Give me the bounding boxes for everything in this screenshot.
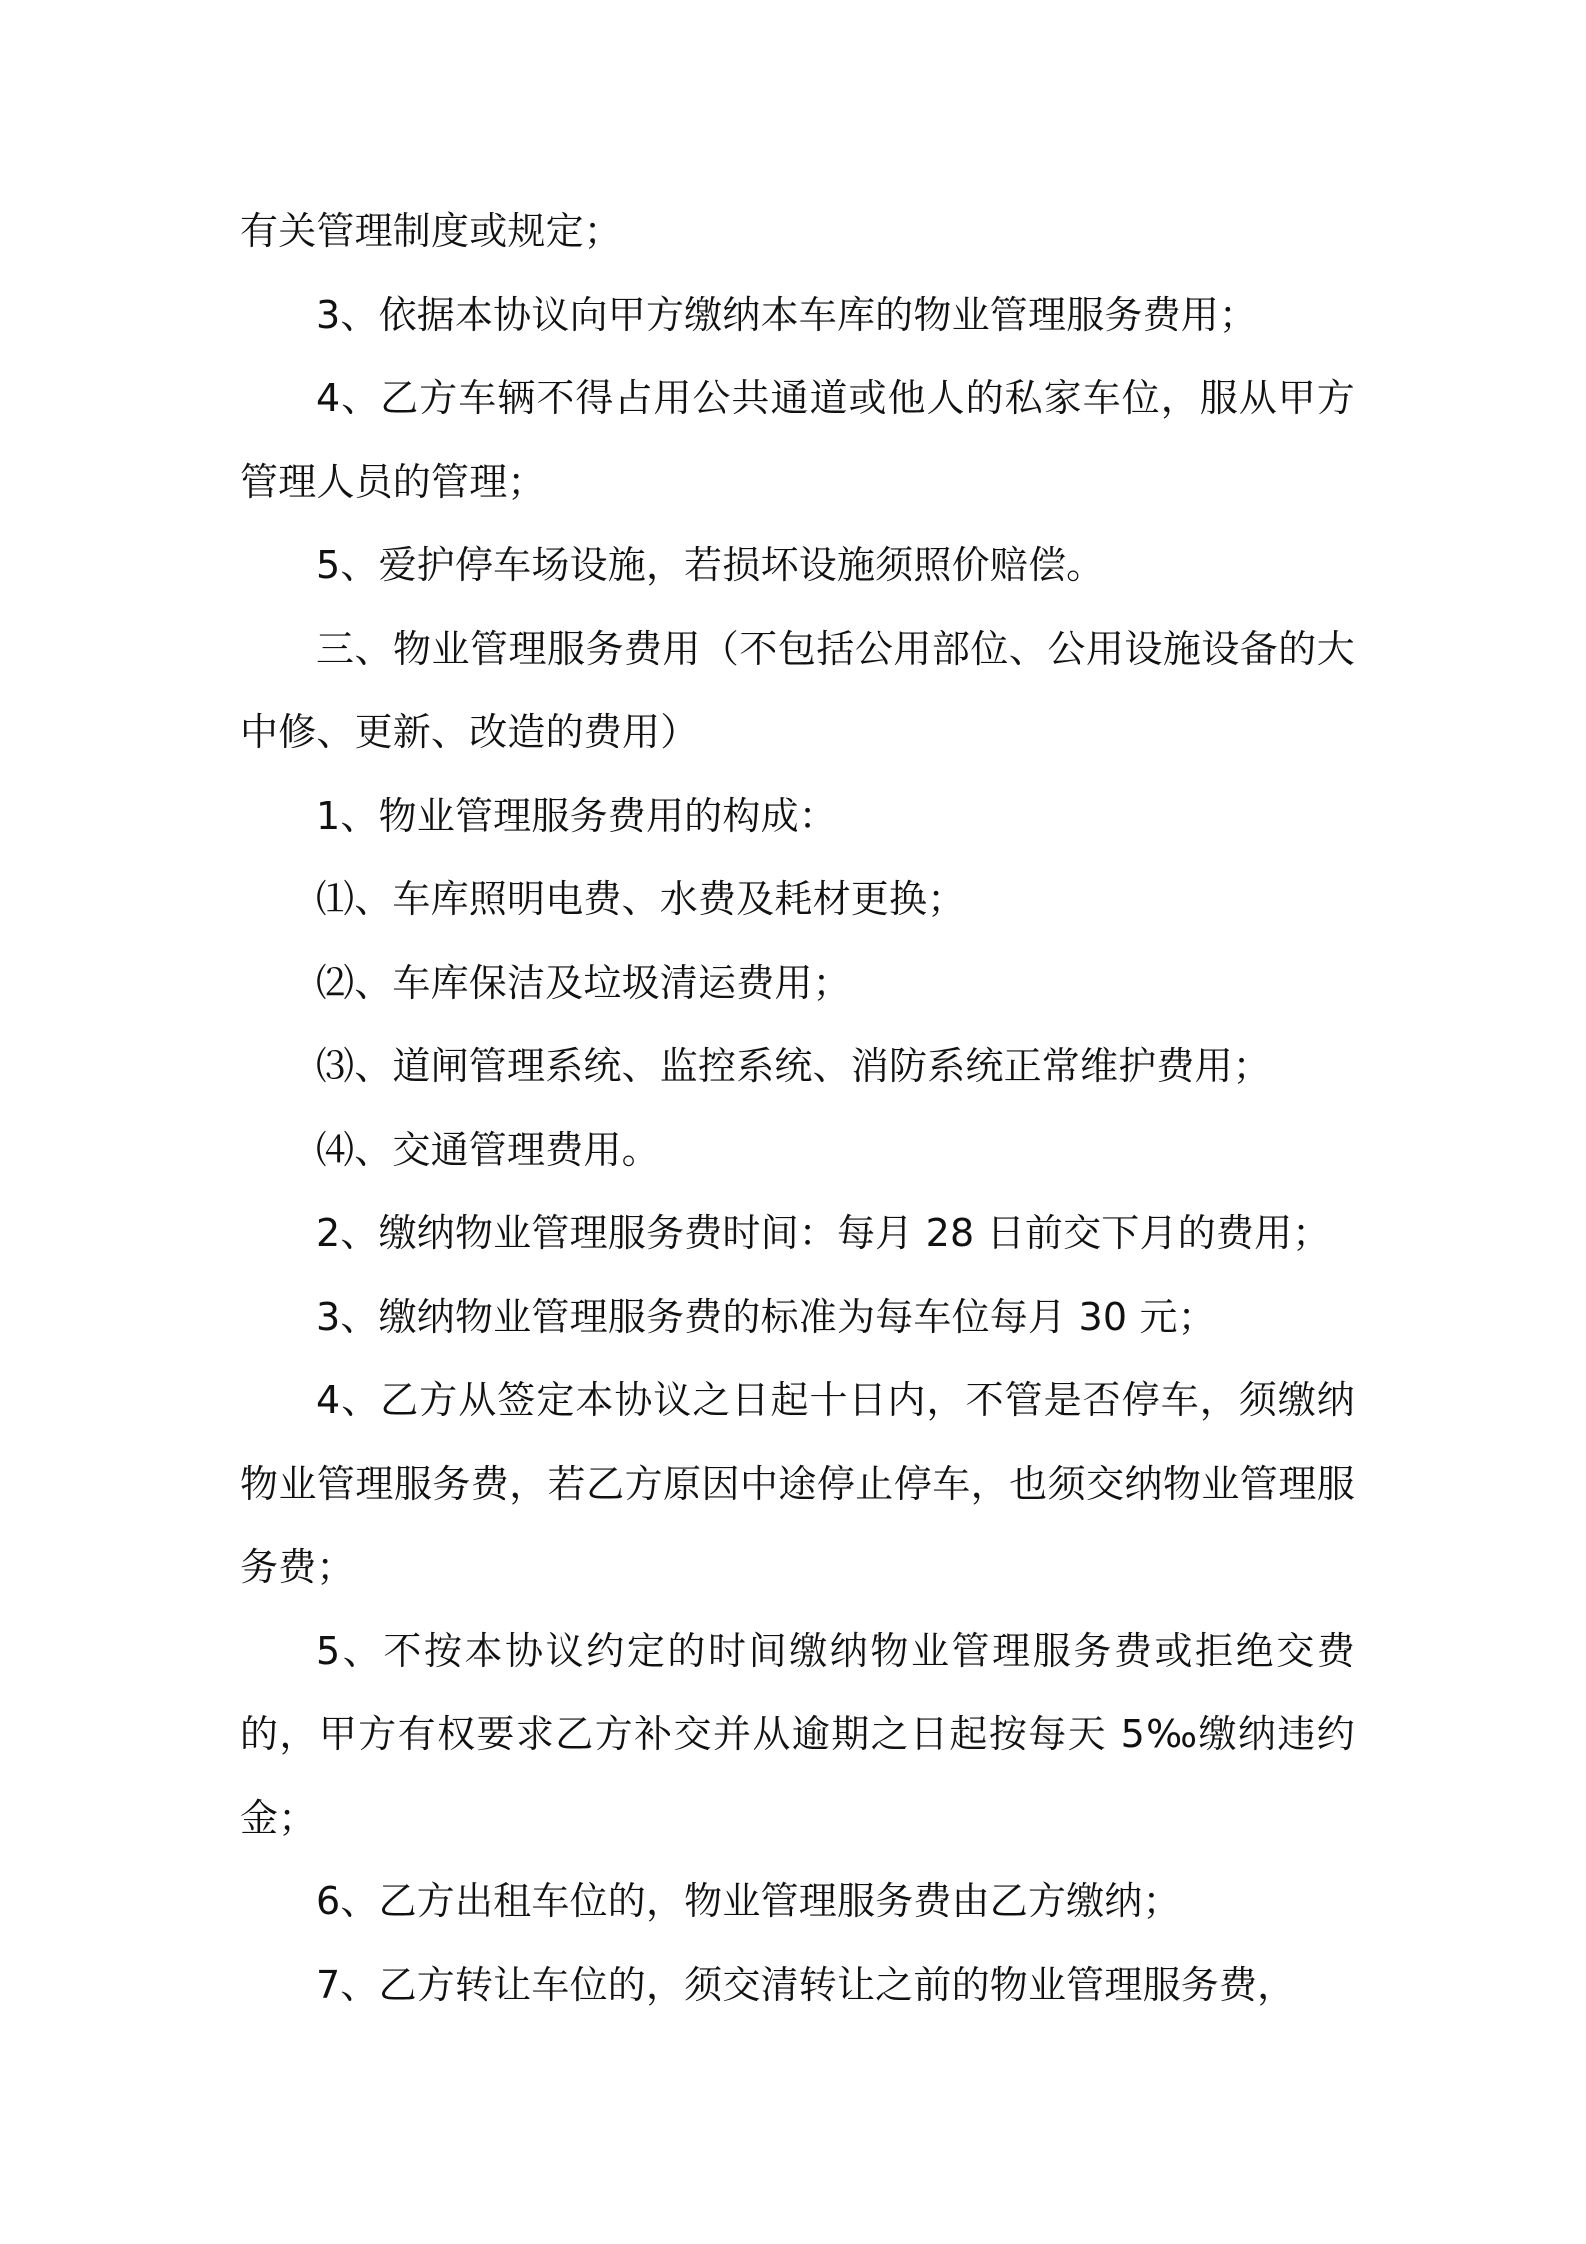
paragraph-payment-start: 4、乙方从签定本协议之日起十日内，不管是否停车，须缴纳物业管理服务费，若乙方原因中途停止停车，也须交纳物业管理服务费； xyxy=(240,1378,1355,1589)
paragraph-clause-5: 5、爱护停车场设施，若损坏设施须照价赔偿。 xyxy=(316,543,1105,587)
list-item-fee-4: ⑷、交通管理费用。 xyxy=(316,1127,660,1172)
paragraph-rental-fee: 6、乙方出租车位的，物业管理服务费由乙方缴纳； xyxy=(316,1879,1181,1923)
paragraph-payment-standard: 3、缴纳物业管理服务费的标准为每车位每月 30 元； xyxy=(316,1294,1216,1339)
paragraph-clause-4: 4、乙方车辆不得占用公共通道或他人的私家车位，服从甲方管理人员的管理； xyxy=(240,376,1355,504)
paragraph-late-penalty: 5、不按本协议约定的时间缴纳物业管理服务费或拒绝交费的，甲方有权要求乙方补交并从逾期之日起按每天 5‰缴纳违约金； xyxy=(240,1628,1355,1840)
paragraph-clause-3: 3、依据本协议向甲方缴纳本车库的物业管理服务费用； xyxy=(316,292,1258,337)
paragraph-payment-time: 2、缴纳物业管理服务费时间：每月 28 日前交下月的费用； xyxy=(316,1211,1331,1255)
list-item-fee-1: ⑴、车库照明电费、水费及耗材更换； xyxy=(316,877,966,921)
paragraph-continuation: 有关管理制度或规定； xyxy=(240,209,623,253)
list-item-fee-2: ⑵、车库保洁及垃圾清运费用； xyxy=(316,960,851,1005)
list-item-fee-3: ⑶、道闸管理系统、监控系统、消防系统正常维护费用； xyxy=(316,1044,1272,1088)
document-body xyxy=(240,190,1355,2027)
paragraph-fee-composition: 1、物业管理服务费用的构成： xyxy=(316,793,837,838)
paragraph-transfer-fee: 7、乙方转让车位的，须交清转让之前的物业管理服务费， xyxy=(316,1962,1296,2007)
section-heading-fees: 三、物业管理服务费用（不包括公用部位、公用设施设备的大中修、更新、改造的费用） xyxy=(240,626,1355,754)
